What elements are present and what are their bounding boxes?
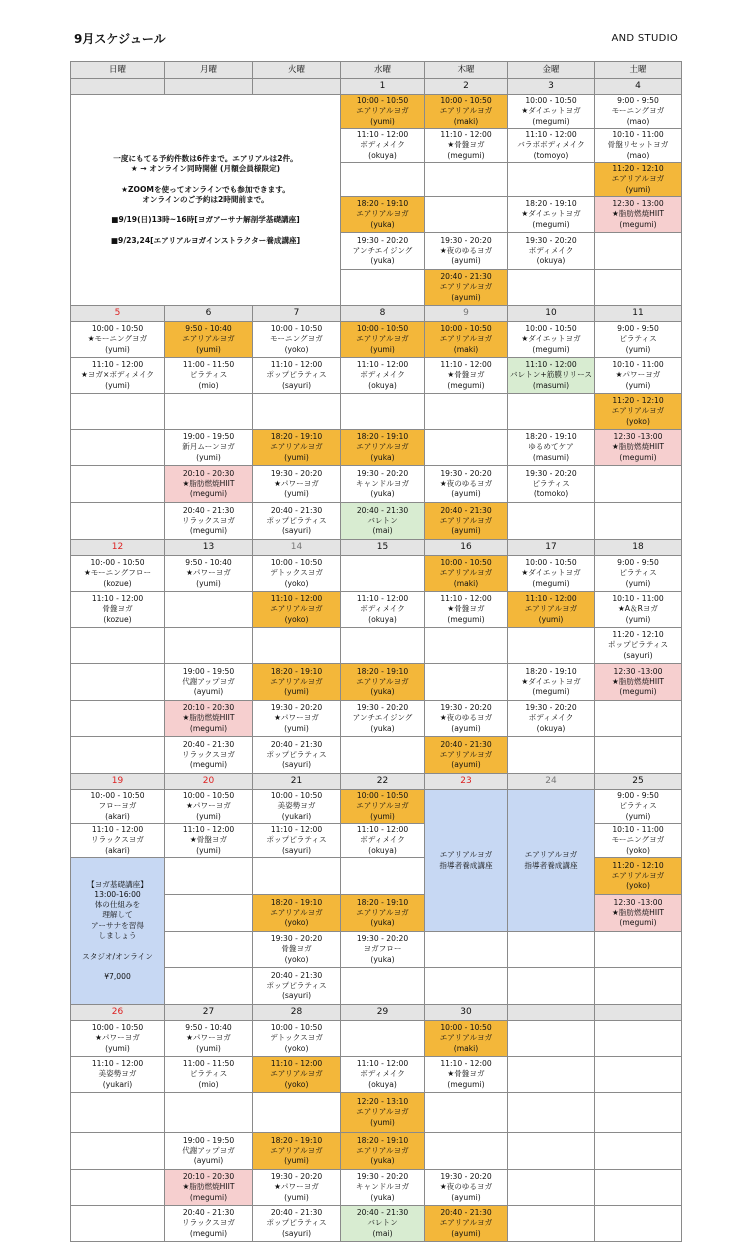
class-cell: 11:10 - 12:00 エアリアルヨガ (yoko) [253, 592, 341, 628]
class-cell: 18:20 - 19:10 エアリアルヨガ (yuka) [341, 197, 425, 233]
date-cell: 14 [253, 540, 341, 556]
weekday-header: 金曜 [508, 62, 595, 79]
class-cell [425, 163, 508, 197]
class-cell [253, 858, 341, 895]
slot-row [71, 430, 682, 466]
class-cell: 10:10 - 11:00 モーニングヨガ (yoko) [595, 824, 682, 858]
date-cell: 5 [71, 306, 165, 322]
slot-row [71, 556, 682, 592]
date-row [71, 79, 682, 95]
class-cell: 20:40 - 21:30 エアリアルヨガ (ayumi) [425, 270, 508, 306]
slot-row [71, 1206, 682, 1242]
class-cell [508, 503, 595, 540]
class-cell: 10:00 - 10:50 エアリアルヨガ (yumi) [341, 322, 425, 358]
class-cell: 19:30 - 20:20 ボディメイク (okuya) [508, 233, 595, 270]
class-cell [508, 1206, 595, 1242]
class-cell: 18:20 - 19:10 ★ダイエットヨガ (megumi) [508, 197, 595, 233]
class-cell: 10:00 - 10:50 エアリアルヨガ (yumi) [341, 790, 425, 824]
date-row [71, 540, 682, 556]
class-cell [425, 430, 508, 466]
date-cell: 2 [425, 79, 508, 95]
class-cell: 10:00 - 10:50 ★モーニングヨガ (yumi) [71, 322, 165, 358]
class-cell [508, 1057, 595, 1093]
class-cell: 19:30 - 20:20 ★夜のゆるヨガ (ayumi) [425, 701, 508, 737]
date-cell: 16 [425, 540, 508, 556]
slot-row [71, 664, 682, 701]
weekday-header: 月曜 [165, 62, 253, 79]
slot-row [71, 503, 682, 540]
class-cell: 10:00 - 10:50 美姿勢ヨガ (yukari) [253, 790, 341, 824]
date-cell: 23 [425, 774, 508, 790]
class-cell: 18:20 - 19:10 エアリアルヨガ (yuka) [341, 1133, 425, 1170]
class-cell: 11:10 - 12:00 バラボボディメイク (tomoyo) [508, 129, 595, 163]
class-cell [341, 394, 425, 430]
class-cell: 12:30 - 13:00 ★脂肪燃焼HIIT (megumi) [595, 197, 682, 233]
class-cell: 20:40 - 21:30 バレトン (mai) [341, 503, 425, 540]
weekday-header: 土曜 [595, 62, 682, 79]
class-cell [595, 737, 682, 774]
class-cell: 11:10 - 12:00 ★骨盤ヨガ (megumi) [425, 129, 508, 163]
class-cell [253, 1093, 341, 1133]
class-cell: 20:40 - 21:30 リラックスヨガ (megumi) [165, 737, 253, 774]
schedule-table [70, 61, 682, 1242]
class-cell: 11:10 - 12:00 ポップピラティス (sayuri) [253, 358, 341, 394]
class-cell: 11:10 - 12:00 エアリアルヨガ (yumi) [508, 592, 595, 628]
class-cell: 18:20 - 19:10 エアリアルヨガ (yuka) [341, 430, 425, 466]
class-cell: 10:-00 - 10:50 フローヨガ (akari) [71, 790, 165, 824]
class-cell [425, 628, 508, 664]
date-cell: 25 [595, 774, 682, 790]
class-cell: 10:00 - 10:50 ★ダイエットヨガ (megumi) [508, 556, 595, 592]
class-cell: 10:10 - 11:00 骨盤リセットヨガ (mao) [595, 129, 682, 163]
class-cell [341, 628, 425, 664]
class-cell [253, 394, 341, 430]
date-cell: 11 [595, 306, 682, 322]
date-cell: 28 [253, 1005, 341, 1021]
date-row [71, 1005, 682, 1021]
class-cell [595, 503, 682, 540]
class-cell [508, 1170, 595, 1206]
class-cell: 19:30 - 20:20 アンチエイジング (yuka) [341, 233, 425, 270]
class-cell [595, 1057, 682, 1093]
class-cell: 12:30 -13:00 ★脂肪燃焼HIIT (megumi) [595, 430, 682, 466]
class-cell: 12:30 -13:00 ★脂肪燃焼HIIT (megumi) [595, 664, 682, 701]
slot-row [71, 701, 682, 737]
class-cell: 10:00 - 10:50 エアリアルヨガ (maki) [425, 322, 508, 358]
class-cell [341, 556, 425, 592]
class-cell [595, 466, 682, 503]
instructor-course-cell: エアリアルヨガ 指導者養成講座 [508, 790, 595, 932]
class-cell: 18:20 - 19:10 エアリアルヨガ (yumi) [253, 1133, 341, 1170]
date-cell: 30 [425, 1005, 508, 1021]
date-cell [508, 1005, 595, 1021]
weekday-header: 火曜 [253, 62, 341, 79]
class-cell [508, 737, 595, 774]
class-cell [595, 270, 682, 306]
class-cell [71, 430, 165, 466]
class-cell: 11:10 - 12:00 ★骨盤ヨガ (yumi) [165, 824, 253, 858]
class-cell: 19:30 - 20:20 アンチエイジング (yuka) [341, 701, 425, 737]
class-cell: 19:30 - 20:20 キャンドルヨガ (yuka) [341, 466, 425, 503]
slot-row [71, 592, 682, 628]
class-cell: 19:30 - 20:20 ★パワーヨガ (yumi) [253, 1170, 341, 1206]
class-cell: 19:30 - 20:20 骨盤ヨガ (yoko) [253, 932, 341, 968]
date-cell: 21 [253, 774, 341, 790]
class-cell [71, 1170, 165, 1206]
class-cell [508, 394, 595, 430]
class-cell [71, 1206, 165, 1242]
class-cell: 11:00 - 11:50 ピラティス (mio) [165, 358, 253, 394]
class-cell [508, 968, 595, 1005]
date-cell [253, 79, 341, 95]
class-cell [508, 163, 595, 197]
class-cell [165, 968, 253, 1005]
slot-row [71, 95, 682, 129]
class-cell [595, 932, 682, 968]
class-cell: 20:40 - 21:30 ポップピラティス (sayuri) [253, 737, 341, 774]
class-cell [425, 1093, 508, 1133]
class-cell: 18:20 - 19:10 エアリアルヨガ (yuka) [341, 895, 425, 932]
date-cell: 19 [71, 774, 165, 790]
class-cell [165, 858, 253, 895]
class-cell: 19:30 - 20:20 ヨガフロー (yuka) [341, 932, 425, 968]
class-cell: 19:30 - 20:20 ★夜のゆるヨガ (ayumi) [425, 466, 508, 503]
class-cell: 10:00 - 10:50 エアリアルヨガ (maki) [425, 556, 508, 592]
class-cell [341, 270, 425, 306]
class-cell: 11:10 - 12:00 ★骨盤ヨガ (megumi) [425, 1057, 508, 1093]
class-cell [508, 1133, 595, 1170]
class-cell: 19:30 - 20:20 ★パワーヨガ (yumi) [253, 466, 341, 503]
date-cell [165, 79, 253, 95]
class-cell [425, 932, 508, 968]
class-cell [253, 628, 341, 664]
date-cell: 8 [341, 306, 425, 322]
date-cell: 3 [508, 79, 595, 95]
class-cell: 20:40 - 21:30 ポップピラティス (sayuri) [253, 503, 341, 540]
class-cell [71, 737, 165, 774]
class-cell: 9:00 - 9:50 ピラティス (yumi) [595, 556, 682, 592]
class-cell: 10:00 - 10:50 モーニングヨガ (yoko) [253, 322, 341, 358]
class-cell: 11:10 - 12:00 エアリアルヨガ (yoko) [253, 1057, 341, 1093]
date-row [71, 306, 682, 322]
class-cell [165, 628, 253, 664]
class-cell [425, 664, 508, 701]
class-cell: 9:50 - 10:40 ★パワーヨガ (yumi) [165, 556, 253, 592]
date-cell: 26 [71, 1005, 165, 1021]
class-cell: 11:20 - 12:10 エアリアルヨガ (yumi) [595, 163, 682, 197]
class-cell [508, 628, 595, 664]
class-cell: 11:00 - 11:50 ピラティス (mio) [165, 1057, 253, 1093]
class-cell: 9:00 - 9:50 モーニングヨガ (mao) [595, 95, 682, 129]
class-cell: 11:10 - 12:00 バレトン+筋膜リリース (masumi) [508, 358, 595, 394]
class-cell [71, 466, 165, 503]
class-cell: 18:20 - 19:10 エアリアルヨガ (yuka) [341, 664, 425, 701]
class-cell [165, 932, 253, 968]
studio-name: AND STUDIO [611, 33, 678, 44]
class-cell: 18:20 - 19:10 ★ダイエットヨガ (megumi) [508, 664, 595, 701]
slot-row [71, 358, 682, 394]
class-cell: 18:20 - 19:10 エアリアルヨガ (yumi) [253, 664, 341, 701]
date-cell: 9 [425, 306, 508, 322]
class-cell [165, 394, 253, 430]
date-cell: 29 [341, 1005, 425, 1021]
weekday-header-row [71, 62, 682, 79]
class-cell [71, 503, 165, 540]
date-cell: 15 [341, 540, 425, 556]
date-cell: 22 [341, 774, 425, 790]
class-cell: 20:40 - 21:30 リラックスヨガ (megumi) [165, 1206, 253, 1242]
class-cell: 10:10 - 11:00 ★A＆Rヨガ (yumi) [595, 592, 682, 628]
weekday-header: 日曜 [71, 62, 165, 79]
slot-row [71, 394, 682, 430]
class-cell: 11:10 - 12:00 美姿勢ヨガ (yukari) [71, 1057, 165, 1093]
date-cell [71, 79, 165, 95]
class-cell: 10:00 - 10:50 エアリアルヨガ (maki) [425, 95, 508, 129]
class-cell: 11:20 - 12:10 エアリアルヨガ (yoko) [595, 858, 682, 895]
class-cell: 11:10 - 12:00 ポップピラティス (sayuri) [253, 824, 341, 858]
class-cell [165, 592, 253, 628]
slot-row [71, 1057, 682, 1093]
class-cell: 11:10 - 12:00 リラックスヨガ (akari) [71, 824, 165, 858]
class-cell: 10:10 - 11:00 ★パワーヨガ (yumi) [595, 358, 682, 394]
class-cell [595, 968, 682, 1005]
class-cell [71, 1133, 165, 1170]
slot-row [71, 1133, 682, 1170]
class-cell [508, 270, 595, 306]
class-cell [595, 1206, 682, 1242]
date-cell: 27 [165, 1005, 253, 1021]
class-cell [595, 1170, 682, 1206]
class-cell: 10:-00 - 10:50 ★モーニングフロー (kozue) [71, 556, 165, 592]
weekday-header: 木曜 [425, 62, 508, 79]
class-cell: 11:10 - 12:00 ボディメイク (okuya) [341, 1057, 425, 1093]
class-cell: 20:40 - 21:30 バレトン (mai) [341, 1206, 425, 1242]
class-cell [71, 628, 165, 664]
class-cell: 12:30 -13:00 ★脂肪燃焼HIIT (megumi) [595, 895, 682, 932]
date-cell: 17 [508, 540, 595, 556]
date-cell: 20 [165, 774, 253, 790]
class-cell: 20:40 - 21:30 ポップピラティス (sayuri) [253, 968, 341, 1005]
class-cell: 19:30 - 20:20 ボディメイク (okuya) [508, 701, 595, 737]
class-cell [341, 163, 425, 197]
class-cell: 10:00 - 10:50 エアリアルヨガ (yumi) [341, 95, 425, 129]
class-cell: 19:00 - 19:50 新月ムーンヨガ (yumi) [165, 430, 253, 466]
class-cell [508, 1021, 595, 1057]
class-cell [425, 197, 508, 233]
class-cell: 19:30 - 20:20 キャンドルヨガ (yuka) [341, 1170, 425, 1206]
class-cell: 10:00 - 10:50 エアリアルヨガ (maki) [425, 1021, 508, 1057]
class-cell: 19:00 - 19:50 代謝アップヨガ (ayumi) [165, 1133, 253, 1170]
class-cell: 20:40 - 21:30 エアリアルヨガ (ayumi) [425, 1206, 508, 1242]
class-cell [595, 1093, 682, 1133]
class-cell [425, 1133, 508, 1170]
slot-row [71, 1021, 682, 1057]
class-cell: 11:10 - 12:00 ★骨盤ヨガ (megumi) [425, 358, 508, 394]
date-cell: 1 [341, 79, 425, 95]
class-cell: 11:10 - 12:00 骨盤ヨガ (kozue) [71, 592, 165, 628]
slot-row [71, 1170, 682, 1206]
weekday-header: 水曜 [341, 62, 425, 79]
class-cell [595, 1133, 682, 1170]
class-cell: 12:20 - 13:10 エアリアルヨガ (yumi) [341, 1093, 425, 1133]
class-cell [425, 968, 508, 1005]
class-cell [71, 664, 165, 701]
class-cell [71, 1093, 165, 1133]
class-cell: 20:40 - 21:30 リラックスヨガ (megumi) [165, 503, 253, 540]
class-cell [71, 394, 165, 430]
class-cell: 18:20 - 19:10 ゆるめてケア (masumi) [508, 430, 595, 466]
date-cell: 10 [508, 306, 595, 322]
class-cell [595, 1021, 682, 1057]
class-cell: 19:30 - 20:20 ピラティス (tomoko) [508, 466, 595, 503]
class-cell: 9:50 - 10:40 ★パワーヨガ (yumi) [165, 1021, 253, 1057]
page-title: 9月スケジュール [74, 32, 166, 46]
date-row [71, 774, 682, 790]
date-cell: 24 [508, 774, 595, 790]
class-cell: 20:40 - 21:30 ポップピラティス (sayuri) [253, 1206, 341, 1242]
class-cell [71, 701, 165, 737]
date-cell: 4 [595, 79, 682, 95]
class-cell: 9:50 - 10:40 エアリアルヨガ (yumi) [165, 322, 253, 358]
class-cell: 20:40 - 21:30 エアリアルヨガ (ayumi) [425, 503, 508, 540]
class-cell: 20:10 - 20:30 ★脂肪燃焼HIIT (megumi) [165, 701, 253, 737]
class-cell [165, 1093, 253, 1133]
date-cell: 12 [71, 540, 165, 556]
instructor-course-cell: エアリアルヨガ 指導者養成講座 [425, 790, 508, 932]
class-cell [341, 968, 425, 1005]
class-cell [341, 1021, 425, 1057]
notes-text: 一度にもてる予約件数は6件まで。エアリアルは2件。 ★ → オンライン同時開催 (月額会員様限定) ★ZOOMを使ってオンラインでも参加できます。 オンラインのご予約は2時間前まで。 ■9/19(日)13時~16時[ヨガアーサナ解剖学基礎講座] ■9/23,24[エアリアルヨガインストラクター養成講座] [110, 153, 301, 246]
class-cell: 11:20 - 12:10 エアリアルヨガ (yoko) [595, 394, 682, 430]
date-cell [595, 1005, 682, 1021]
class-cell: 10:00 - 10:50 ★パワーヨガ (yumi) [165, 790, 253, 824]
class-cell: 10:00 - 10:50 デトックスヨガ (yoko) [253, 556, 341, 592]
class-cell [425, 394, 508, 430]
class-cell [341, 858, 425, 895]
class-cell: 11:10 - 12:00 ボディメイク (okuya) [341, 592, 425, 628]
date-cell: 18 [595, 540, 682, 556]
class-cell: 19:00 - 19:50 代謝アップヨガ (ayumi) [165, 664, 253, 701]
slot-row [71, 628, 682, 664]
class-cell [165, 895, 253, 932]
class-cell: 11:10 - 12:00 ボディメイク (okuya) [341, 358, 425, 394]
class-cell: 9:00 - 9:50 ピラティス (yumi) [595, 790, 682, 824]
class-cell [508, 932, 595, 968]
class-cell [595, 701, 682, 737]
class-cell: 10:00 - 10:50 ★ダイエットヨガ (megumi) [508, 322, 595, 358]
class-cell: 19:30 - 20:20 ★パワーヨガ (yumi) [253, 701, 341, 737]
class-cell: 11:10 - 12:00 ボディメイク (okuya) [341, 129, 425, 163]
date-cell: 13 [165, 540, 253, 556]
slot-row [71, 737, 682, 774]
class-cell: 19:30 - 20:20 ★夜のゆるヨガ (ayumi) [425, 1170, 508, 1206]
lecture-cell: 【ヨガ基礎講座】 13:00-16:00 体の仕組みを 理解して アーサナを習得 しましょう スタジオ/オンライン ¥7,000 [71, 858, 165, 1005]
class-cell: 20:10 - 20:30 ★脂肪燃焼HIIT (megumi) [165, 1170, 253, 1206]
slot-row [71, 466, 682, 503]
notes-cell [71, 95, 341, 306]
class-cell: 10:00 - 10:50 ★パワーヨガ (yumi) [71, 1021, 165, 1057]
date-cell: 6 [165, 306, 253, 322]
class-cell: 10:00 - 10:50 デトックスヨガ (yoko) [253, 1021, 341, 1057]
class-cell [508, 1093, 595, 1133]
class-cell: 19:30 - 20:20 ★夜のゆるヨガ (ayumi) [425, 233, 508, 270]
class-cell: 10:00 - 10:50 ★ダイエットヨガ (megumi) [508, 95, 595, 129]
class-cell [341, 737, 425, 774]
class-cell: 11:10 - 12:00 ボディメイク (okuya) [341, 824, 425, 858]
class-cell: 20:40 - 21:30 エアリアルヨガ (ayumi) [425, 737, 508, 774]
class-cell: 11:10 - 12:00 ★ヨガ×ボディメイク (yumi) [71, 358, 165, 394]
class-cell: 11:20 - 12:10 ポップピラティス (sayuri) [595, 628, 682, 664]
class-cell: 11:10 - 12:00 ★骨盤ヨガ (megumi) [425, 592, 508, 628]
class-cell: 20:10 - 20:30 ★脂肪燃焼HIIT (megumi) [165, 466, 253, 503]
class-cell: 9:00 - 9:50 ピラティス (yumi) [595, 322, 682, 358]
slot-row [71, 1093, 682, 1133]
slot-row [71, 790, 682, 824]
class-cell: 18:20 - 19:10 エアリアルヨガ (yoko) [253, 895, 341, 932]
date-cell: 7 [253, 306, 341, 322]
slot-row [71, 322, 682, 358]
class-cell [595, 233, 682, 270]
class-cell: 18:20 - 19:10 エアリアルヨガ (yumi) [253, 430, 341, 466]
